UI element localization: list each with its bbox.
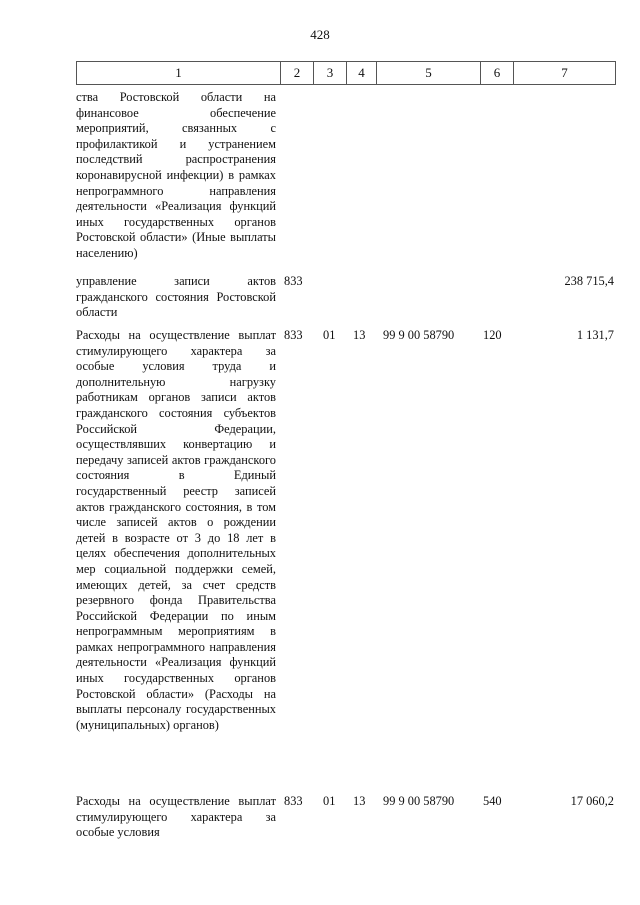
row-amount: 17 060,2 xyxy=(570,794,614,808)
row-description: Расходы на осуществление выплат стимулирующего характера за особые условия xyxy=(76,794,276,840)
row-admin-code: 833 xyxy=(284,328,303,342)
row-target-code: 99 9 00 58790 xyxy=(383,794,455,808)
row-description: Расходы на осуществление выплат стимулирующего характера за особые условия труда и дополнительную нагрузку работникам органов записи актов гражданского состояния субъектов Российской Федерации, осуществлявших конвертацию и передачу записей актов гражданского состояния в Единый государственный реестр записей актов гражданского состояния, в том числе записей актов о рождении детей в возрасте от 3 до 18 лет в целях обеспечения дополнительных мер социальной поддержки семей, имеющих детей, за счет средств резервного фонда Правительства Российской Федерации по иным непрограммным мероприятиям в рамках непрограммного направления деятельности «Реализация функций иных государственных органов Ростовской области» (Расходы на выплаты персоналу государственных (муниципальных) органов) xyxy=(76,328,276,732)
row-amount: 238 715,4 xyxy=(564,274,614,288)
row-subsection-code: 13 xyxy=(353,328,366,342)
row-expense-type: 120 xyxy=(483,328,502,342)
row-section-code: 01 xyxy=(323,794,336,808)
header-col-7: 7 xyxy=(513,62,615,84)
row-subsection-code: 13 xyxy=(353,794,366,808)
row-amount: 1 131,7 xyxy=(576,328,614,342)
row-expense-type: 540 xyxy=(483,794,502,808)
header-col-6: 6 xyxy=(480,62,513,84)
header-col-1: 1 xyxy=(175,65,182,80)
table-header xyxy=(76,61,616,85)
header-col-5: 5 xyxy=(376,62,480,84)
row-admin-code: 833 xyxy=(284,274,303,288)
row-description: ства Ростовской области на финансовое обеспечение мероприятий, связанных с профилактикой и устранением последствий распространения коронавирусной инфекции) в рамках непрограммного направления деятельности «Реализация функций иных государственных органов Ростовской области» (Иные выплаты населению) xyxy=(76,90,276,260)
header-col-2: 2 xyxy=(280,62,313,84)
header-col-4: 4 xyxy=(346,62,376,84)
row-section-code: 01 xyxy=(323,328,336,342)
row-description: управление записи актов гражданского состояния Ростовской области xyxy=(76,274,276,320)
row-admin-code: 833 xyxy=(284,794,303,808)
row-target-code: 99 9 00 58790 xyxy=(383,328,455,342)
page-number: 428 xyxy=(310,27,330,42)
header-col-3: 3 xyxy=(313,62,346,84)
